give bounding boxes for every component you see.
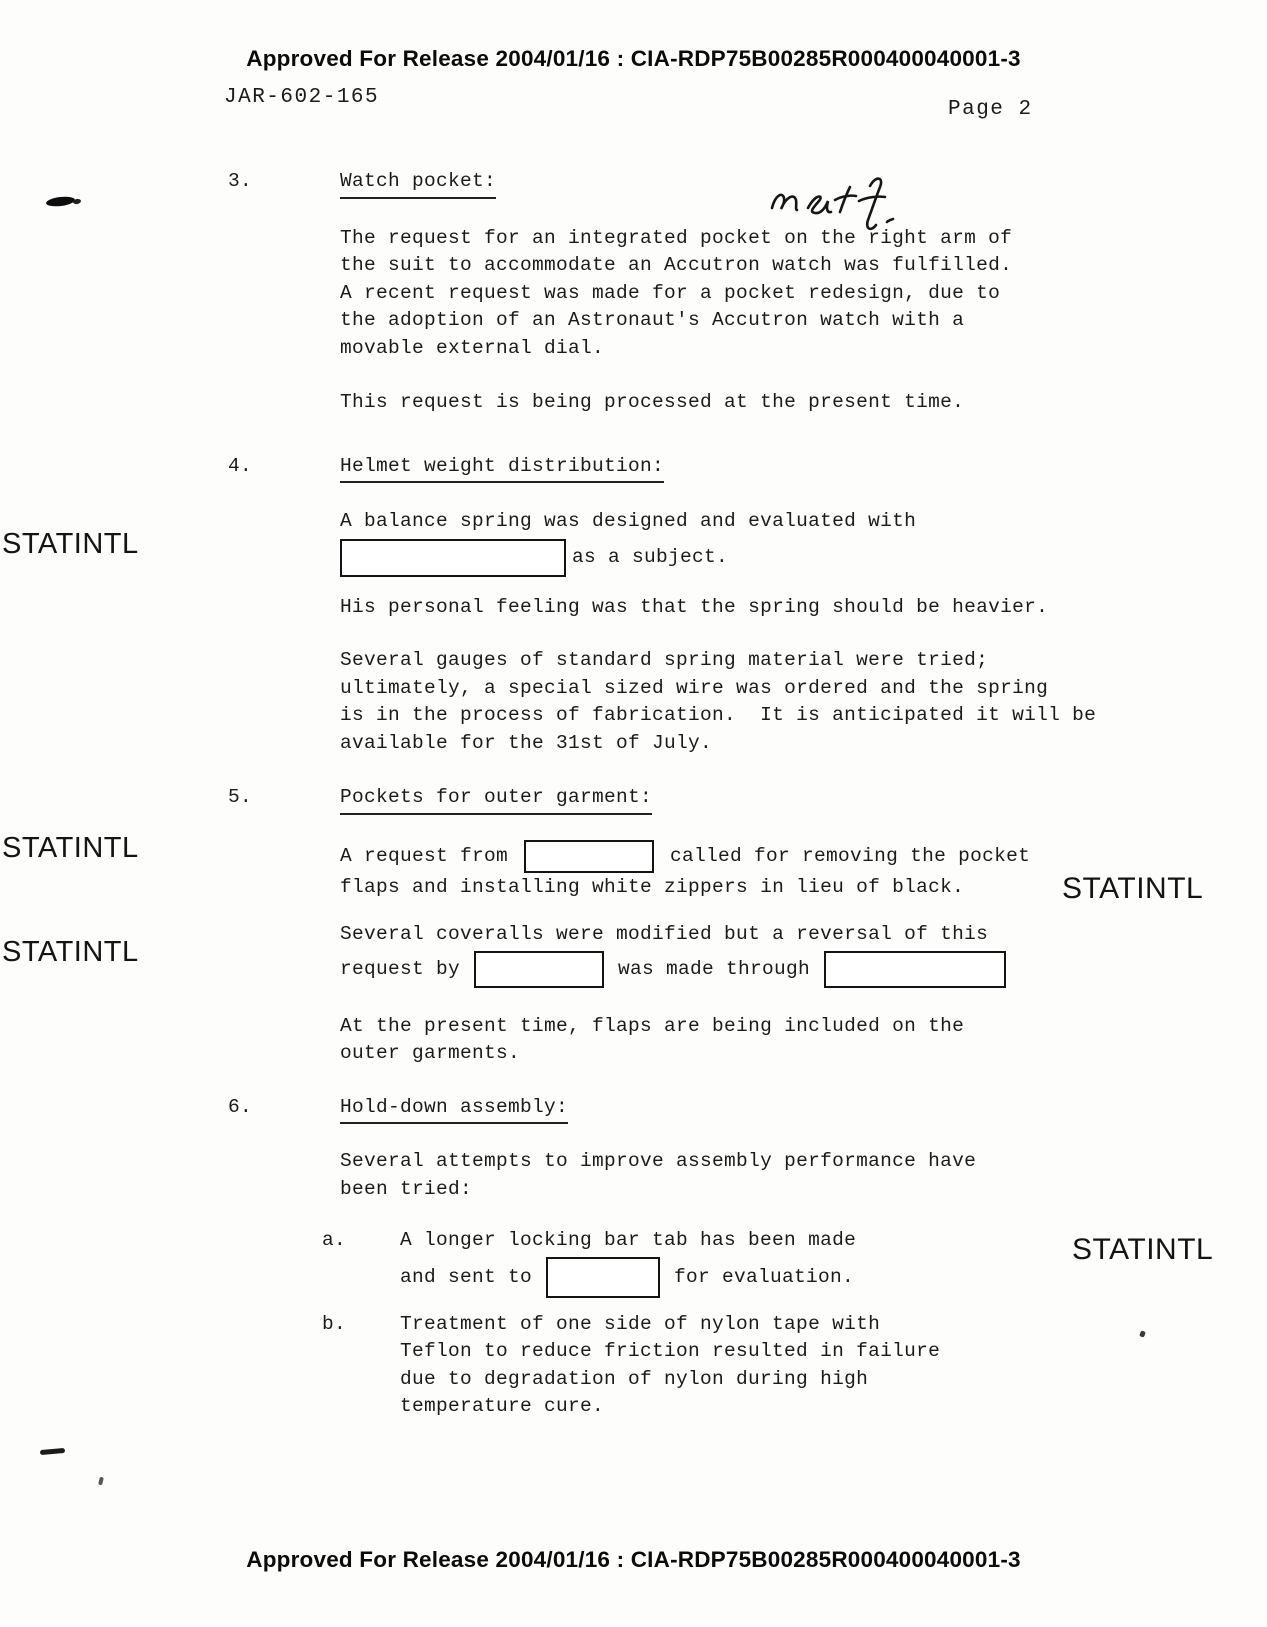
sub-item-label: b. (322, 1312, 347, 1335)
text-run: request by (340, 957, 473, 980)
text-run: called for removing the pocket (658, 844, 1031, 867)
statintl-stamp: STATINTL (1072, 1233, 1214, 1266)
paragraph (340, 647, 1108, 757)
redaction-box (546, 1257, 660, 1298)
section-number: 6. (228, 1095, 253, 1118)
text-line-with-redaction (340, 949, 1108, 991)
section-number: 5. (228, 786, 253, 808)
ink-smudge (73, 198, 82, 204)
text-line: been tried: (340, 1177, 473, 1200)
text-line: A recent request was made for a pocket redesign, due to (340, 281, 1001, 304)
text-line: due to degradation of nylon during high (400, 1367, 869, 1390)
section-6 (228, 1094, 1108, 1421)
sub-item-b (322, 1311, 1108, 1421)
sub-item-label: a. (322, 1229, 347, 1251)
text-line: A balance spring was designed and evaluated with (340, 510, 917, 532)
text-line: available for the 31st of July. (340, 731, 713, 754)
redaction-box (824, 951, 1006, 988)
text-line: This request is being processed at the present time. (340, 391, 965, 413)
document-number: JAR-602-165 (224, 86, 380, 109)
text-line: the adoption of an Astronaut's Accutron watch with a (340, 309, 965, 331)
sub-item-a (322, 1227, 1108, 1301)
text-run: as a subject. (572, 545, 729, 568)
text-line: the suit to accommodate an Accutron watch was fulfilled. (340, 254, 1013, 276)
text-line: Treatment of one side of nylon tape with (400, 1312, 881, 1335)
paragraph (340, 389, 1108, 417)
statintl-stamp: STATINTL (2, 528, 139, 560)
text-line-with-redaction (400, 1255, 1108, 1301)
text-line: is in the process of fabrication. It is anticipated it will be (340, 704, 1097, 726)
section-heading: Helmet weight distribution: (340, 453, 664, 484)
redaction-box (524, 840, 654, 873)
paragraph (340, 840, 1108, 902)
text-line: At the present time, flaps are being included on the (340, 1014, 965, 1037)
paragraph (340, 508, 1108, 580)
text-line: Teflon to reduce friction resulted in failure (400, 1340, 941, 1362)
section-heading: Pockets for outer garment: (340, 784, 652, 815)
text-run: A request from (340, 844, 521, 867)
ink-smudge (46, 195, 76, 207)
text-line-with-redaction (340, 840, 1108, 874)
section-number: 4. (228, 454, 253, 477)
redaction-box (474, 951, 604, 988)
ink-speck (1139, 1330, 1146, 1337)
text-line: A longer locking bar tab has been made (400, 1229, 857, 1251)
text-run: for evaluation. (662, 1265, 855, 1288)
text-line: flaps and installing white zippers in lieu of black. (340, 875, 965, 898)
text-line: His personal feeling was that the spring should be heavier. (340, 595, 1049, 618)
statintl-stamp: STATINTL (1062, 872, 1204, 905)
paragraph (340, 921, 1108, 991)
section-heading: Watch pocket: (340, 168, 496, 199)
redaction-box (340, 539, 566, 577)
text-line: movable external dial. (340, 336, 605, 359)
paragraph (340, 1013, 1108, 1068)
text-line-with-redaction (340, 536, 1108, 580)
text-line: Several gauges of standard spring material were tried; (340, 649, 989, 671)
paragraph (340, 225, 1108, 363)
section-3 (228, 168, 1108, 417)
text-line: outer garments. (340, 1042, 521, 1064)
section-5 (228, 784, 1108, 1068)
text-line: Several coveralls were modified but a reversal of this (340, 923, 989, 945)
classification-footer: Approved For Release 2004/01/16 : CIA-RDP75B00285R000400040001-3 (246, 1547, 1021, 1572)
classification-header: Approved For Release 2004/01/16 : CIA-RDP75B00285R000400040001-3 (246, 46, 1021, 71)
document-body (228, 168, 1108, 1421)
paragraph (340, 594, 1108, 622)
text-line: The request for an integrated pocket on the right arm of (340, 226, 1013, 249)
text-run: was made through (606, 957, 823, 980)
statintl-stamp: STATINTL (2, 936, 139, 968)
ink-smudge (40, 1448, 65, 1455)
ink-speck (98, 1477, 104, 1486)
text-line: Several attempts to improve assembly performance have (340, 1150, 977, 1172)
text-run: and sent to (400, 1265, 545, 1288)
section-heading: Hold-down assembly: (340, 1094, 568, 1125)
section-number: 3. (228, 170, 253, 192)
text-line: ultimately, a special sized wire was ordered and the spring (340, 676, 1049, 699)
paragraph (340, 1148, 1108, 1203)
statintl-stamp: STATINTL (2, 832, 139, 864)
section-4 (228, 453, 1108, 758)
page-number: Page 2 (948, 98, 1033, 121)
text-line: temperature cure. (400, 1395, 605, 1417)
